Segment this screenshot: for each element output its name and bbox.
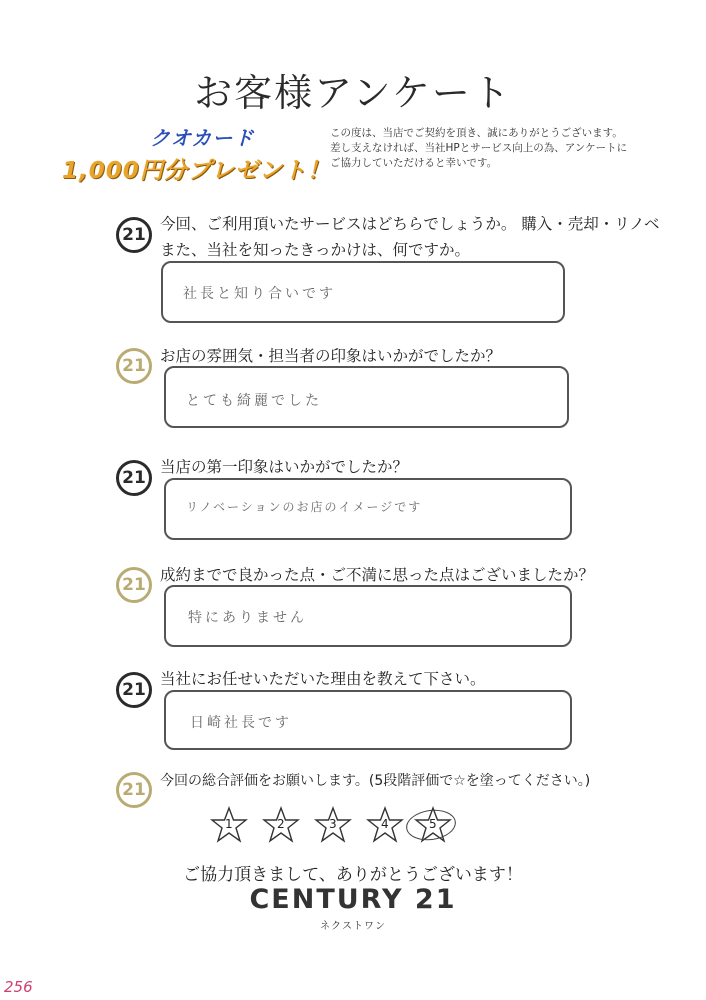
star-label: 2 xyxy=(277,817,285,831)
brand-subtitle: ネクストワン xyxy=(320,921,386,932)
page-title: お客様アンケート xyxy=(194,71,512,115)
star-label: 1 xyxy=(225,817,233,831)
answer-box-4[interactable] xyxy=(164,585,572,647)
question-5-text: 当社にお任せいただいた理由を教えて下さい。 xyxy=(160,670,486,688)
century21-logo-icon: 21 xyxy=(116,348,152,384)
answer-box-5[interactable] xyxy=(164,690,572,750)
thanks-message: ご協力頂きまして、ありがとうございます！ xyxy=(183,865,523,885)
century21-logo-icon: 21 xyxy=(116,217,152,253)
rating-star-1[interactable] xyxy=(210,806,248,844)
century21-logo-icon: 21 xyxy=(116,567,152,603)
answer-2-text: とても綺麗でした xyxy=(186,393,322,409)
answer-3-text: リノベーションのお店のイメージです xyxy=(186,500,423,514)
brand-logo-text: CENTURY 21 xyxy=(249,884,457,915)
intro-line: この度は、当店でご契約を頂き、誠にありがとうございます。 xyxy=(330,127,623,139)
answer-box-2[interactable] xyxy=(164,366,569,428)
century21-logo-icon: 21 xyxy=(116,460,152,496)
answer-5-text: 日崎社長です xyxy=(190,715,292,731)
intro-line: ご協力していただけると幸いです。 xyxy=(330,157,498,169)
answer-1-text: 社長と知り合いです xyxy=(183,286,336,302)
answer-box-1[interactable] xyxy=(161,261,565,323)
rating-star-4[interactable] xyxy=(366,806,404,844)
question-4-text: 成約までで良かった点・ご不満に思った点はございましたか？ xyxy=(160,566,595,584)
century21-logo-icon: 21 xyxy=(116,772,152,808)
intro-text xyxy=(330,126,660,171)
answer-box-3[interactable] xyxy=(164,478,572,540)
promo-amount: 1,000円分プレゼント！ xyxy=(62,158,331,184)
intro-line: 差し支えなければ、当社HPとサービス向上の為、アンケートに xyxy=(330,142,628,154)
question-1-line-1: 今回、ご利用頂いたサービスはどちらでしょうか。 購入・売却・リノベ xyxy=(160,215,660,233)
question-1-line-2: また、当社を知ったきっかけは、何ですか。 xyxy=(160,241,471,259)
star-rating xyxy=(210,806,470,844)
question-2-text: お店の雰囲気・担当者の印象はいかがでしたか？ xyxy=(160,347,502,365)
star-label: 4 xyxy=(381,817,389,831)
star-label: 5 xyxy=(429,817,437,831)
answer-4-text: 特にありません xyxy=(188,610,307,626)
question-6-text: 今回の総合評価をお願いします。(5段階評価で☆を塗ってください。) xyxy=(160,773,591,789)
star-label: 3 xyxy=(329,817,337,831)
rating-star-3[interactable] xyxy=(314,806,352,844)
rating-star-2[interactable] xyxy=(262,806,300,844)
page-number: 256 xyxy=(4,978,33,996)
promo-card-name: クオカード xyxy=(150,126,255,150)
question-3-text: 当店の第一印象はいかがでしたか？ xyxy=(160,458,409,476)
century21-logo-icon: 21 xyxy=(116,672,152,708)
